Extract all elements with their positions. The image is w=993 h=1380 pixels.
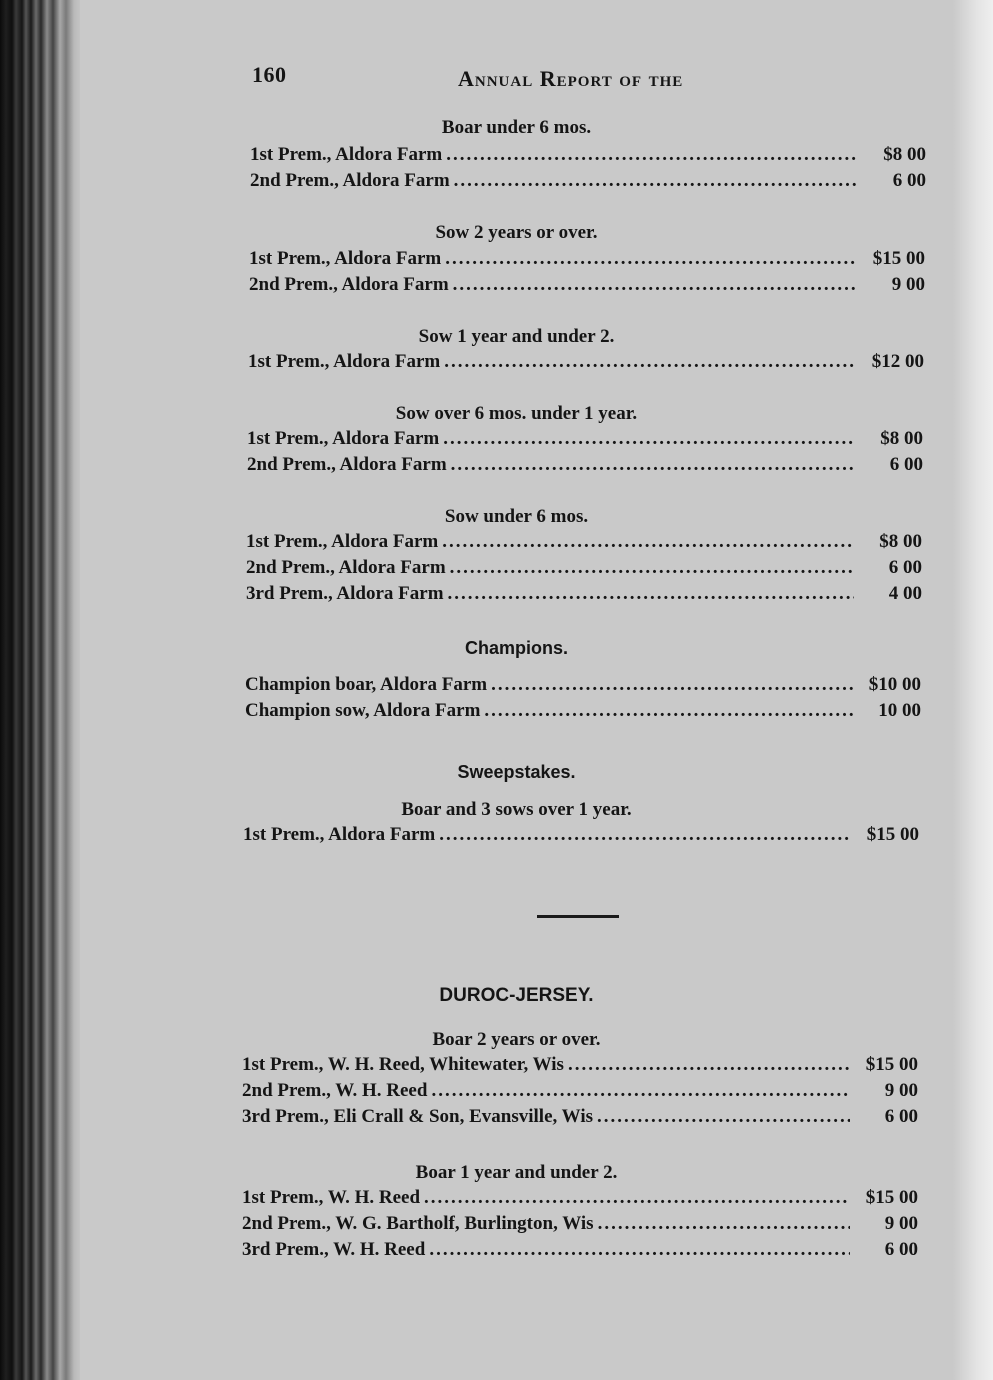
dot-leader bbox=[442, 531, 854, 553]
dot-leader bbox=[439, 824, 851, 846]
entry-amount: $15 00 bbox=[872, 248, 925, 269]
entry-amount: $8 00 bbox=[880, 428, 923, 449]
section-heading: Boar 1 year and under 2. bbox=[415, 1162, 618, 1183]
entry-label: 1st Prem., Aldora Farm bbox=[246, 531, 439, 552]
premium-entry bbox=[247, 428, 923, 452]
entry-label: 3rd Prem., Eli Crall & Son, Evansville, Wis bbox=[242, 1106, 593, 1127]
breed-title: DUROC-JERSEY. bbox=[439, 985, 594, 1006]
entry-label: 2nd Prem., Aldora Farm bbox=[249, 274, 449, 295]
premium-entry bbox=[242, 1106, 918, 1130]
premium-entry bbox=[245, 700, 921, 724]
premium-entry bbox=[249, 248, 925, 272]
entry-amount: $8 00 bbox=[883, 144, 926, 165]
premium-entry bbox=[246, 557, 922, 581]
dot-leader bbox=[598, 1213, 850, 1235]
dot-leader bbox=[450, 557, 854, 579]
premium-entry bbox=[242, 1080, 918, 1104]
premium-entry bbox=[245, 674, 921, 698]
entry-label: Champion boar, Aldora Farm bbox=[245, 674, 488, 695]
entry-amount: 6 00 bbox=[884, 1239, 918, 1260]
premium-entry bbox=[247, 454, 923, 478]
dot-leader bbox=[454, 170, 858, 192]
section-heading: Boar under 6 mos. bbox=[441, 117, 592, 138]
entry-amount: $10 00 bbox=[868, 674, 921, 695]
section-heading: Champions. bbox=[464, 638, 568, 658]
entry-label: 2nd Prem., Aldora Farm bbox=[247, 454, 447, 475]
page-number: 160 bbox=[252, 62, 287, 87]
premium-entry bbox=[242, 1239, 918, 1263]
entry-label: 1st Prem., Aldora Farm bbox=[243, 824, 436, 845]
premium-entry bbox=[246, 583, 922, 607]
dot-leader bbox=[443, 428, 855, 450]
entry-label: 1st Prem., Aldora Farm bbox=[247, 428, 440, 449]
entry-label: 1st Prem., Aldora Farm bbox=[250, 144, 443, 165]
dot-leader bbox=[429, 1239, 850, 1261]
section-heading: Sweepstakes. bbox=[457, 762, 576, 782]
premium-entry bbox=[242, 1213, 918, 1237]
entry-label: 2nd Prem., Aldora Farm bbox=[250, 170, 450, 191]
entry-label: 1st Prem., W. H. Reed, Whitewater, Wis bbox=[242, 1054, 564, 1075]
page-edge bbox=[953, 0, 993, 1380]
entry-label: 1st Prem., Aldora Farm bbox=[249, 248, 442, 269]
dot-leader bbox=[451, 454, 855, 476]
entry-label: Champion sow, Aldora Farm bbox=[245, 700, 481, 721]
entry-label: 2nd Prem., W. G. Bartholf, Burlington, Wis bbox=[242, 1213, 594, 1234]
section-heading: Boar 2 years or over. bbox=[432, 1029, 601, 1050]
dot-leader bbox=[597, 1106, 850, 1128]
entry-amount: 6 00 bbox=[884, 1106, 918, 1127]
entry-label: 2nd Prem., Aldora Farm bbox=[246, 557, 446, 578]
premium-entry bbox=[250, 170, 926, 194]
book-spine-shadow bbox=[0, 0, 80, 1380]
entry-amount: $8 00 bbox=[879, 531, 922, 552]
premium-entry bbox=[246, 531, 922, 555]
entry-amount: 10 00 bbox=[878, 700, 921, 721]
dot-leader bbox=[424, 1187, 850, 1209]
section-heading: Sow 1 year and under 2. bbox=[418, 326, 615, 347]
entry-amount: 9 00 bbox=[884, 1213, 918, 1234]
entry-amount: $12 00 bbox=[871, 351, 924, 372]
entry-amount: 9 00 bbox=[891, 274, 925, 295]
section-subheading: Boar and 3 sows over 1 year. bbox=[401, 799, 632, 820]
dot-leader bbox=[448, 583, 854, 605]
premium-entry bbox=[243, 824, 919, 848]
section-heading: Sow over 6 mos. under 1 year. bbox=[395, 403, 638, 424]
entry-amount: 4 00 bbox=[888, 583, 922, 604]
section-heading: Sow 2 years or over. bbox=[435, 222, 598, 243]
entry-amount: 6 00 bbox=[889, 454, 923, 475]
entry-amount: 9 00 bbox=[884, 1080, 918, 1101]
entry-label: 1st Prem., W. H. Reed bbox=[242, 1187, 421, 1208]
entry-amount: $15 00 bbox=[865, 1187, 918, 1208]
entry-amount: $15 00 bbox=[865, 1054, 918, 1075]
dot-leader bbox=[445, 248, 857, 270]
dot-leader bbox=[491, 674, 853, 696]
entry-label: 3rd Prem., Aldora Farm bbox=[246, 583, 444, 604]
section-heading: Sow under 6 mos. bbox=[444, 506, 589, 527]
dot-leader bbox=[453, 274, 857, 296]
premium-entry bbox=[249, 274, 925, 298]
entry-amount: 6 00 bbox=[892, 170, 926, 191]
dot-leader bbox=[444, 351, 856, 373]
entry-label: 2nd Prem., W. H. Reed bbox=[242, 1080, 428, 1101]
premium-entry bbox=[248, 351, 924, 375]
running-title: Annual Report of the bbox=[458, 66, 684, 91]
dot-leader bbox=[446, 144, 858, 166]
entry-label: 1st Prem., Aldora Farm bbox=[248, 351, 441, 372]
dot-leader bbox=[484, 700, 853, 722]
entry-amount: 6 00 bbox=[888, 557, 922, 578]
premium-entry bbox=[242, 1054, 918, 1078]
entry-label: 3rd Prem., W. H. Reed bbox=[242, 1239, 426, 1260]
premium-entry bbox=[242, 1187, 918, 1211]
dot-leader bbox=[431, 1080, 850, 1102]
entry-amount: $15 00 bbox=[866, 824, 919, 845]
dot-leader bbox=[568, 1054, 850, 1076]
document-page bbox=[80, 0, 953, 1380]
premium-entry bbox=[250, 144, 926, 168]
section-divider-rule bbox=[537, 915, 619, 918]
